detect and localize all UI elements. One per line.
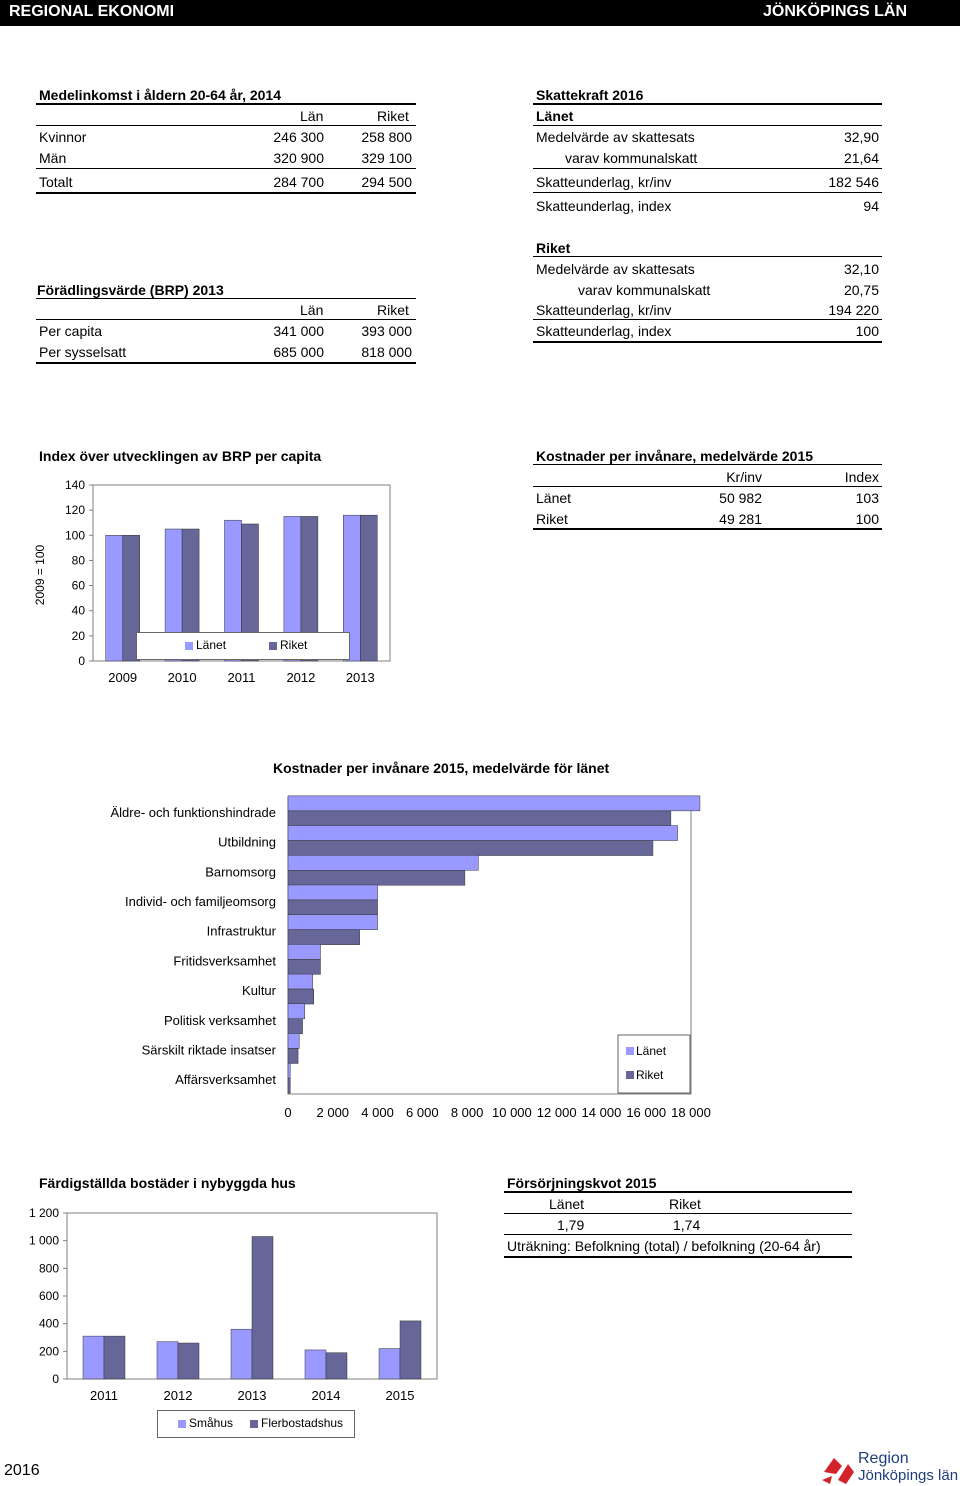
skattekraft-title: Skattekraft 2016 [536, 87, 644, 103]
kostnader-row-krinv: 49 281 [719, 511, 762, 527]
bar-series2 [252, 1237, 273, 1379]
x-tick-label: 2013 [237, 1388, 267, 1403]
divider [504, 1234, 852, 1235]
income-col-riket: Riket [377, 108, 409, 124]
legend-item-riket [269, 638, 307, 652]
logo-text-line1: Region [858, 1450, 909, 1467]
divider [533, 125, 882, 126]
bar-series2 [288, 989, 314, 1004]
skatt-row-label: Skatteunderlag, index [536, 198, 672, 214]
kostnader-col-index: Index [844, 469, 879, 485]
legend-item-smahus [178, 1416, 233, 1430]
bar-series2 [400, 1321, 421, 1379]
legend-label: Riket [280, 638, 308, 652]
bar-series1 [379, 1349, 400, 1379]
skatt-row-value: 32,90 [843, 129, 879, 145]
divider [533, 528, 882, 530]
skatt-row-value: 32,10 [843, 261, 879, 277]
brp-row-lan: 341 000 [273, 323, 324, 339]
income-row-lan: 320 900 [273, 150, 324, 166]
forsorjning-title: Försörjningskvot 2015 [507, 1175, 657, 1191]
brp-title: Förädlingsvärde (BRP) 2013 [37, 282, 224, 298]
income-col-lan: Län [300, 108, 324, 124]
header-right-title: JÖNKÖPINGS LÄN [762, 3, 907, 20]
skatt-row-value: 194 220 [828, 302, 879, 318]
kostnader-row-label: Riket [536, 511, 568, 527]
divider [533, 103, 882, 105]
x-tick-label: 2010 [167, 670, 197, 685]
bar-series1 [288, 885, 378, 900]
brp-row-lan: 685 000 [273, 344, 324, 360]
forsorjning-value-riket: 1,74 [673, 1217, 701, 1233]
legend-label: Länet [196, 638, 227, 652]
forsorjning-value-lanet: 1,79 [557, 1217, 585, 1233]
region-logo [820, 1448, 960, 1486]
y-tick-label: 60 [71, 578, 85, 593]
bar-series2 [326, 1353, 347, 1379]
bar-series2 [288, 959, 320, 974]
kostnader-title: Kostnader per invånare, medelvärde 2015 [536, 448, 814, 464]
income-row-riket: 329 100 [361, 150, 412, 166]
bar-series2 [104, 1336, 125, 1379]
bar-series2 [288, 900, 378, 915]
kostnader-row-index: 100 [855, 511, 879, 527]
income-row-riket: 258 800 [361, 129, 412, 145]
housing-chart-title: Färdigställda bostäder i nybyggda hus [39, 1175, 296, 1191]
y-tick-label: 140 [64, 478, 85, 492]
x-tick-label: 2012 [163, 1388, 193, 1403]
bar-series1 [106, 535, 123, 661]
y-tick-label: 0 [52, 1372, 59, 1386]
skatt-row-label: Skatteunderlag, kr/inv [536, 174, 672, 190]
income-row-label: Män [39, 150, 67, 166]
divider [533, 192, 882, 193]
skattekraft-lanet-label: Länet [536, 108, 574, 124]
forsorjning-col-riket: Riket [669, 1196, 701, 1212]
bar-series1 [157, 1342, 178, 1379]
brp-index-chart [0, 465, 400, 695]
y-tick-label: 40 [71, 603, 85, 618]
skatt-row-value: 21,64 [843, 150, 879, 166]
skatt-row-label: varav kommunalskatt [565, 150, 698, 166]
x-tick-label: 10 000 [492, 1105, 532, 1120]
kostnader-col-krinv: Kr/inv [726, 469, 762, 485]
bar-series2 [288, 841, 653, 856]
y-tick-label: 600 [38, 1289, 59, 1303]
divider [504, 1256, 852, 1258]
skatt-row-value: 100 [855, 323, 879, 339]
bar-series2 [288, 1078, 290, 1093]
brp-chart-legend [136, 632, 350, 660]
income-row-lan: 246 300 [273, 129, 324, 145]
x-tick-label: 2013 [345, 670, 375, 685]
skatt-row-value: 94 [863, 198, 879, 214]
bar-series1 [288, 855, 478, 870]
divider [533, 168, 882, 169]
brp-row-riket: 818 000 [361, 344, 412, 360]
legend-label: Flerbostadshus [261, 1416, 344, 1430]
divider [36, 125, 416, 126]
income-row-label: Totalt [39, 174, 73, 190]
y-tick-label: 1 000 [28, 1233, 59, 1248]
y-category-label: Särskilt riktade insatser [141, 1042, 276, 1058]
x-tick-label: 6 000 [406, 1105, 439, 1120]
page-header [0, 0, 960, 26]
y-tick-label: 20 [71, 628, 85, 643]
bar-series1 [288, 826, 678, 841]
kostnader-row-label: Länet [536, 490, 572, 506]
divider [533, 341, 882, 343]
y-tick-label: 1 200 [28, 1206, 59, 1220]
bar-series1 [305, 1350, 326, 1379]
y-category-label: Utbildning [218, 834, 276, 850]
cost-per-capita-chart [0, 790, 960, 1125]
divider [36, 319, 416, 320]
y-axis-label: 2009 = 100 [33, 544, 47, 606]
bar-series2 [288, 1019, 303, 1034]
y-category-label: Individ- och familjeomsorg [124, 893, 276, 909]
legend-label: Riket [636, 1068, 664, 1082]
skatt-row-value: 182 546 [828, 174, 879, 190]
header-left-title: REGIONAL EKONOMI [9, 3, 175, 20]
bar-series1 [288, 1033, 299, 1048]
divider [533, 256, 882, 257]
skattekraft-riket-label: Riket [536, 240, 571, 256]
y-category-label: Äldre- och funktionshindrade [110, 804, 276, 820]
divider [533, 319, 882, 320]
x-tick-label: 2012 [286, 670, 316, 685]
x-tick-label: 2014 [311, 1388, 341, 1403]
y-tick-label: 400 [38, 1316, 59, 1331]
y-tick-label: 80 [71, 553, 85, 568]
region-logo-icon [820, 1450, 856, 1486]
bar-series1 [231, 1329, 252, 1379]
brp-chart-title: Index över utvecklingen av BRP per capita [39, 448, 322, 464]
income-title: Medelinkomst i åldern 20-64 år, 2014 [39, 87, 282, 103]
x-tick-label: 2011 [227, 670, 256, 685]
legend-swatch [269, 642, 277, 650]
x-tick-label: 0 [284, 1105, 292, 1120]
x-tick-label: 2 000 [316, 1105, 350, 1120]
income-row-riket: 294 500 [361, 174, 412, 190]
divider [36, 103, 416, 105]
divider [36, 168, 416, 169]
y-category-label: Politisk verksamhet [164, 1012, 276, 1028]
legend-label: Småhus [189, 1416, 234, 1430]
x-tick-label: 2011 [90, 1388, 118, 1403]
bar-series2 [178, 1343, 199, 1379]
divider [533, 464, 882, 465]
x-tick-label: 4 000 [361, 1105, 394, 1120]
x-tick-label: 12 000 [536, 1105, 577, 1120]
bar-series2 [360, 515, 377, 661]
housing-chart [0, 1195, 470, 1410]
bar-series1 [83, 1336, 104, 1379]
forsorjning-col-lanet: Länet [549, 1196, 585, 1212]
y-category-label: Kultur [242, 983, 276, 999]
x-tick-label: 18 000 [671, 1105, 711, 1120]
skatt-row-label: Medelvärde av skattesats [536, 129, 695, 145]
bar-series2 [288, 930, 360, 945]
divider [533, 486, 882, 487]
brp-col-riket: Riket [377, 302, 409, 318]
forsorjning-note: Uträkning: Befolkning (total) / befolkning (20-64 år) [507, 1238, 821, 1254]
divider [36, 192, 416, 194]
skatt-row-label: varav kommunalskatt [578, 282, 711, 298]
divider [36, 362, 416, 364]
legend-label: Länet [636, 1044, 667, 1058]
divider [504, 1213, 852, 1214]
legend-swatch [185, 642, 193, 650]
logo-text-line2: Jönköpings län [858, 1467, 959, 1484]
income-row-lan: 284 700 [273, 174, 324, 190]
kostnader-row-index: 103 [855, 490, 879, 506]
x-tick-label: 2009 [108, 670, 138, 685]
y-tick-label: 800 [38, 1261, 59, 1276]
y-tick-label: 100 [64, 528, 85, 543]
y-category-label: Fritidsverksamhet [173, 953, 276, 969]
legend-swatch [626, 1071, 634, 1079]
skatt-row-value: 20,75 [843, 282, 879, 298]
y-category-label: Barnomsorg [205, 864, 276, 880]
y-category-label: Infrastruktur [206, 923, 276, 939]
y-tick-label: 0 [78, 654, 85, 668]
x-tick-label: 2015 [385, 1388, 415, 1403]
housing-chart-legend [157, 1410, 355, 1438]
legend-item-flerbostadshus [250, 1416, 343, 1430]
bar-series2 [288, 870, 465, 885]
brp-col-lan: Län [300, 302, 324, 318]
y-tick-label: 200 [38, 1344, 59, 1359]
bar-series2 [288, 811, 671, 826]
legend-swatch [626, 1047, 634, 1055]
skatt-row-label: Skatteunderlag, index [536, 323, 672, 339]
bar-series1 [288, 796, 700, 811]
brp-row-riket: 393 000 [361, 323, 412, 339]
x-tick-label: 16 000 [626, 1105, 667, 1120]
brp-row-label: Per capita [39, 323, 103, 339]
bar-series1 [288, 1063, 290, 1078]
skatt-row-label: Medelvärde av skattesats [536, 261, 695, 277]
bar-series1 [288, 915, 378, 930]
bar-series2 [288, 1048, 298, 1063]
x-tick-label: 8 000 [450, 1105, 484, 1120]
legend-swatch [250, 1420, 258, 1428]
bar-series1 [288, 1004, 305, 1019]
divider [36, 298, 416, 299]
kostnader-row-krinv: 50 982 [719, 490, 762, 506]
y-category-label: Affärsverksamhet [175, 1072, 276, 1088]
bar-series1 [288, 974, 313, 989]
cost-chart-title: Kostnader per invånare 2015, medelvärde för länet [273, 760, 610, 776]
legend-item-lanet [185, 638, 226, 652]
y-tick-label: 120 [64, 503, 85, 518]
divider [504, 1191, 852, 1193]
bar-series1 [288, 944, 320, 959]
brp-row-label: Per sysselsatt [39, 344, 127, 360]
x-tick-label: 14 000 [581, 1105, 622, 1120]
footer-year: 2016 [4, 1462, 40, 1479]
skatt-row-label: Skatteunderlag, kr/inv [536, 302, 672, 318]
income-row-label: Kvinnor [39, 129, 87, 145]
legend-swatch [178, 1420, 186, 1428]
